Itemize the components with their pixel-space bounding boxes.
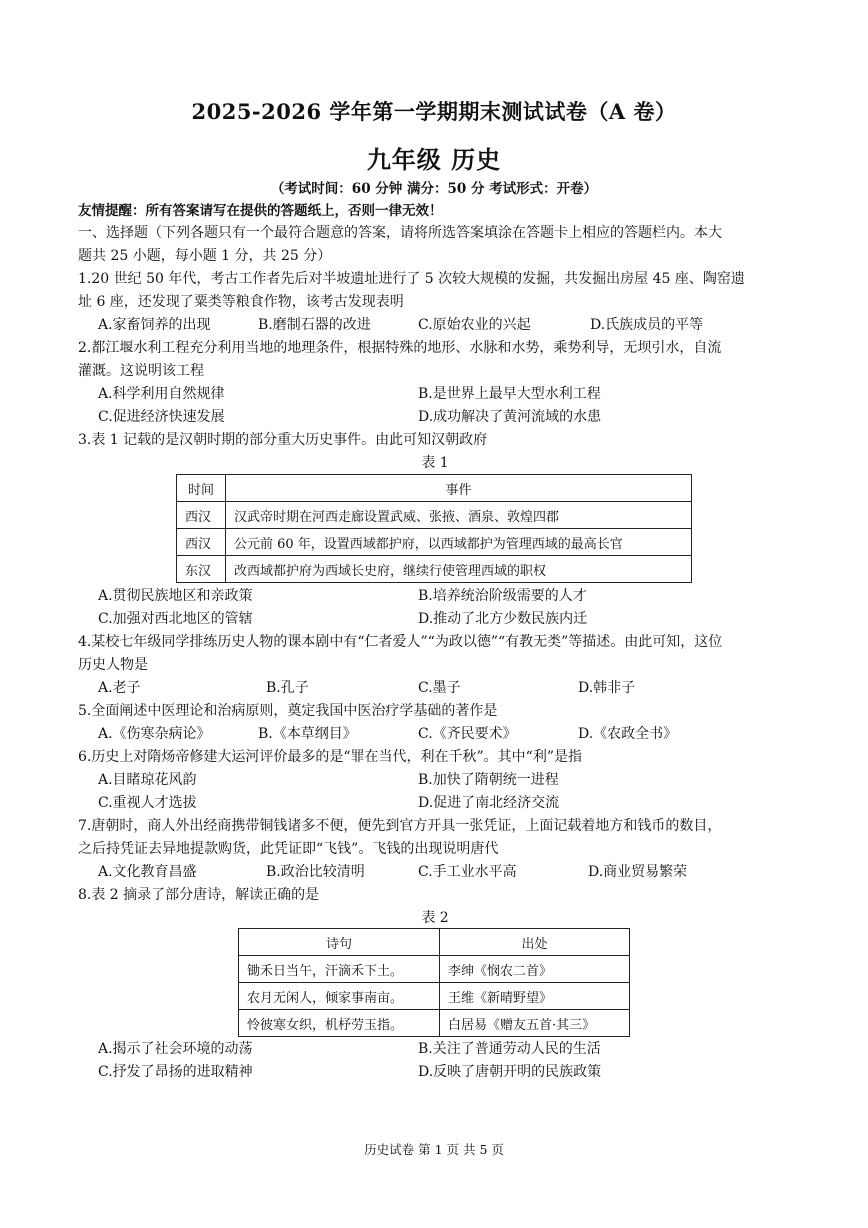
question-3-option-c: C.加强对西北地区的管辖: [98, 611, 253, 627]
table-1-cell-event: 汉武帝时期在河西走廊设置武威、张掖、酒泉、敦煌四郡: [226, 502, 692, 529]
table-2-header-row: [239, 929, 630, 956]
question-8-line1: 8.表 2 摘录了部分唐诗，解读正确的是: [78, 887, 320, 903]
question-3-line1: 3.表 1 记载的是汉朝时期的部分重大历史事件。由此可知汉朝政府: [78, 432, 488, 448]
question-1-option-d: D.氏族成员的平等: [590, 317, 704, 333]
question-2-line2: 灌溉。这说明该工程: [78, 363, 204, 379]
question-7-option-c: C.手工业水平高: [418, 864, 517, 880]
question-3-option-a: A.贯彻民族地区和亲政策: [98, 588, 253, 604]
question-7-option-d: D.商业贸易繁荣: [588, 864, 688, 880]
table-2-cell-verse: 农月无闲人，倾家事南亩。: [239, 983, 440, 1010]
question-5-line1: 5.全面阐述中医理论和治病原则，奠定我国中医治疗学基础的著作是: [78, 703, 498, 719]
question-4-option-d: D.韩非子: [578, 680, 636, 696]
section-instructions-line1: 一、选择题（下列各题只有一个最符合题意的答案，请将所选答案填涂在答题卡上相应的答题栏内。本大: [78, 225, 722, 241]
exam-title: 2025-2026 学年第一学期期末测试试卷（A 卷）: [191, 99, 677, 124]
table-row: [239, 983, 630, 1010]
table-1-caption: 表 1: [421, 455, 449, 471]
question-4-option-b: B.孔子: [266, 680, 309, 696]
question-6-line1: 6.历史上对隋炀帝修建大运河评价最多的是“罪在当代，利在千秋”。其中“利”是指: [78, 749, 582, 765]
exam-info: （考试时间：60 分钟 满分：50 分 考试形式：开卷）: [270, 181, 598, 197]
table-2: [238, 928, 630, 1037]
question-8-option-a: A.揭示了社会环境的动荡: [98, 1041, 253, 1057]
question-2-option-b: B.是世界上最早大型水利工程: [418, 386, 601, 402]
table-row: [177, 556, 692, 583]
question-5-option-a: A.《伤寒杂病论》: [98, 726, 211, 742]
question-4-option-c: C.墨子: [418, 680, 461, 696]
page-footer: 历史试卷 第 1 页 共 5 页: [364, 1142, 504, 1157]
question-6-option-d: D.促进了南北经济交流: [418, 795, 560, 811]
question-2-option-c: C.促进经济快速发展: [98, 409, 225, 425]
table-1-cell-event: 公元前 60 年，设置西域都护府，以西域都护为管理西域的最高长官: [226, 529, 692, 556]
table-1-header-event: 事件: [226, 475, 692, 502]
question-1-option-b: B.磨制石器的改进: [258, 317, 371, 333]
question-4-line1: 4.某校七年级同学排练历史人物的课本剧中有“仁者爱人”“为政以德”“有教无类”等描述。由此可知，这位: [78, 634, 723, 650]
question-8-option-d: D.反映了唐朝开明的民族政策: [418, 1064, 602, 1080]
table-1-cell-event: 改西域都护府为西域长史府，继续行使管理西域的职权: [226, 556, 692, 583]
question-7-option-a: A.文化教育昌盛: [98, 864, 197, 880]
question-8-option-b: B.关注了普通劳动人民的生活: [418, 1041, 601, 1057]
question-5-option-d: D.《农政全书》: [578, 726, 678, 742]
table-2-cell-source: 白居易《赠友五首·其三》: [440, 1010, 630, 1037]
table-1: [176, 474, 692, 583]
question-5-option-b: B.《本草纲目》: [258, 726, 357, 742]
table-1-cell-time: 西汉: [177, 502, 226, 529]
question-1-option-a: A.家畜饲养的出现: [98, 317, 211, 333]
table-1-cell-time: 西汉: [177, 529, 226, 556]
table-2-cell-source: 王维《新晴野望》: [440, 983, 630, 1010]
table-row: [177, 529, 692, 556]
table-1-header-time: 时间: [177, 475, 226, 502]
table-2-caption: 表 2: [421, 910, 449, 926]
question-1-line1: 1.20 世纪 50 年代，考古工作者先后对半坡遗址进行了 5 次较大规模的发掘，共发掘出房屋 45 座、陶窑遗: [78, 271, 745, 287]
question-1-option-c: C.原始农业的兴起: [418, 317, 531, 333]
question-2-option-d: D.成功解决了黄河流域的水患: [418, 409, 602, 425]
table-row: [177, 502, 692, 529]
question-1-line2: 址 6 座，还发现了粟类等粮食作物，该考古发现表明: [78, 294, 404, 310]
question-6-option-b: B.加快了隋朝统一进程: [418, 772, 559, 788]
table-2-header-source: 出处: [440, 929, 630, 956]
question-2-line1: 2.都江堰水利工程充分利用当地的地理条件，根据特殊的地形、水脉和水势，乘势利导，无坝引水，自流: [78, 340, 722, 356]
question-3-option-b: B.培养统治阶级需要的人才: [418, 588, 587, 604]
question-4-line2: 历史人物是: [78, 657, 148, 673]
table-2-header-verse: 诗句: [239, 929, 440, 956]
table-row: [239, 956, 630, 983]
question-7-line2: 之后持凭证去异地提款购货，此凭证即“飞钱”。飞钱的出现说明唐代: [78, 841, 499, 857]
question-8-option-c: C.抒发了昂扬的进取精神: [98, 1064, 253, 1080]
question-6-option-c: C.重视人才选拔: [98, 795, 197, 811]
table-2-cell-source: 李绅《悯农二首》: [440, 956, 630, 983]
section-instructions-line2: 题共 25 小题，每小题 1 分，共 25 分）: [78, 248, 332, 264]
table-2-cell-verse: 锄禾日当午，汗滴禾下土。: [239, 956, 440, 983]
reminder-text: 友情提醒：所有答案请写在提供的答题纸上，否则一律无效！: [78, 203, 443, 219]
table-1-cell-time: 东汉: [177, 556, 226, 583]
exam-subtitle: 九年级 历史: [366, 145, 502, 174]
table-1-header-row: [177, 475, 692, 502]
question-7-option-b: B.政治比较清明: [266, 864, 365, 880]
table-2-cell-verse: 怜彼寒女织，机杼劳玉指。: [239, 1010, 440, 1037]
table-row: [239, 1010, 630, 1037]
question-4-option-a: A.老子: [98, 680, 141, 696]
question-5-option-c: C.《齐民要术》: [418, 726, 517, 742]
question-2-option-a: A.科学利用自然规律: [98, 386, 225, 402]
question-7-line1: 7.唐朝时，商人外出经商携带铜钱诸多不便，便先到官方开具一张凭证，上面记载着地方和钱币的数目，: [78, 818, 722, 834]
question-3-option-d: D.推动了北方少数民族内迁: [418, 611, 588, 627]
question-6-option-a: A.目睹琼花风韵: [98, 772, 197, 788]
